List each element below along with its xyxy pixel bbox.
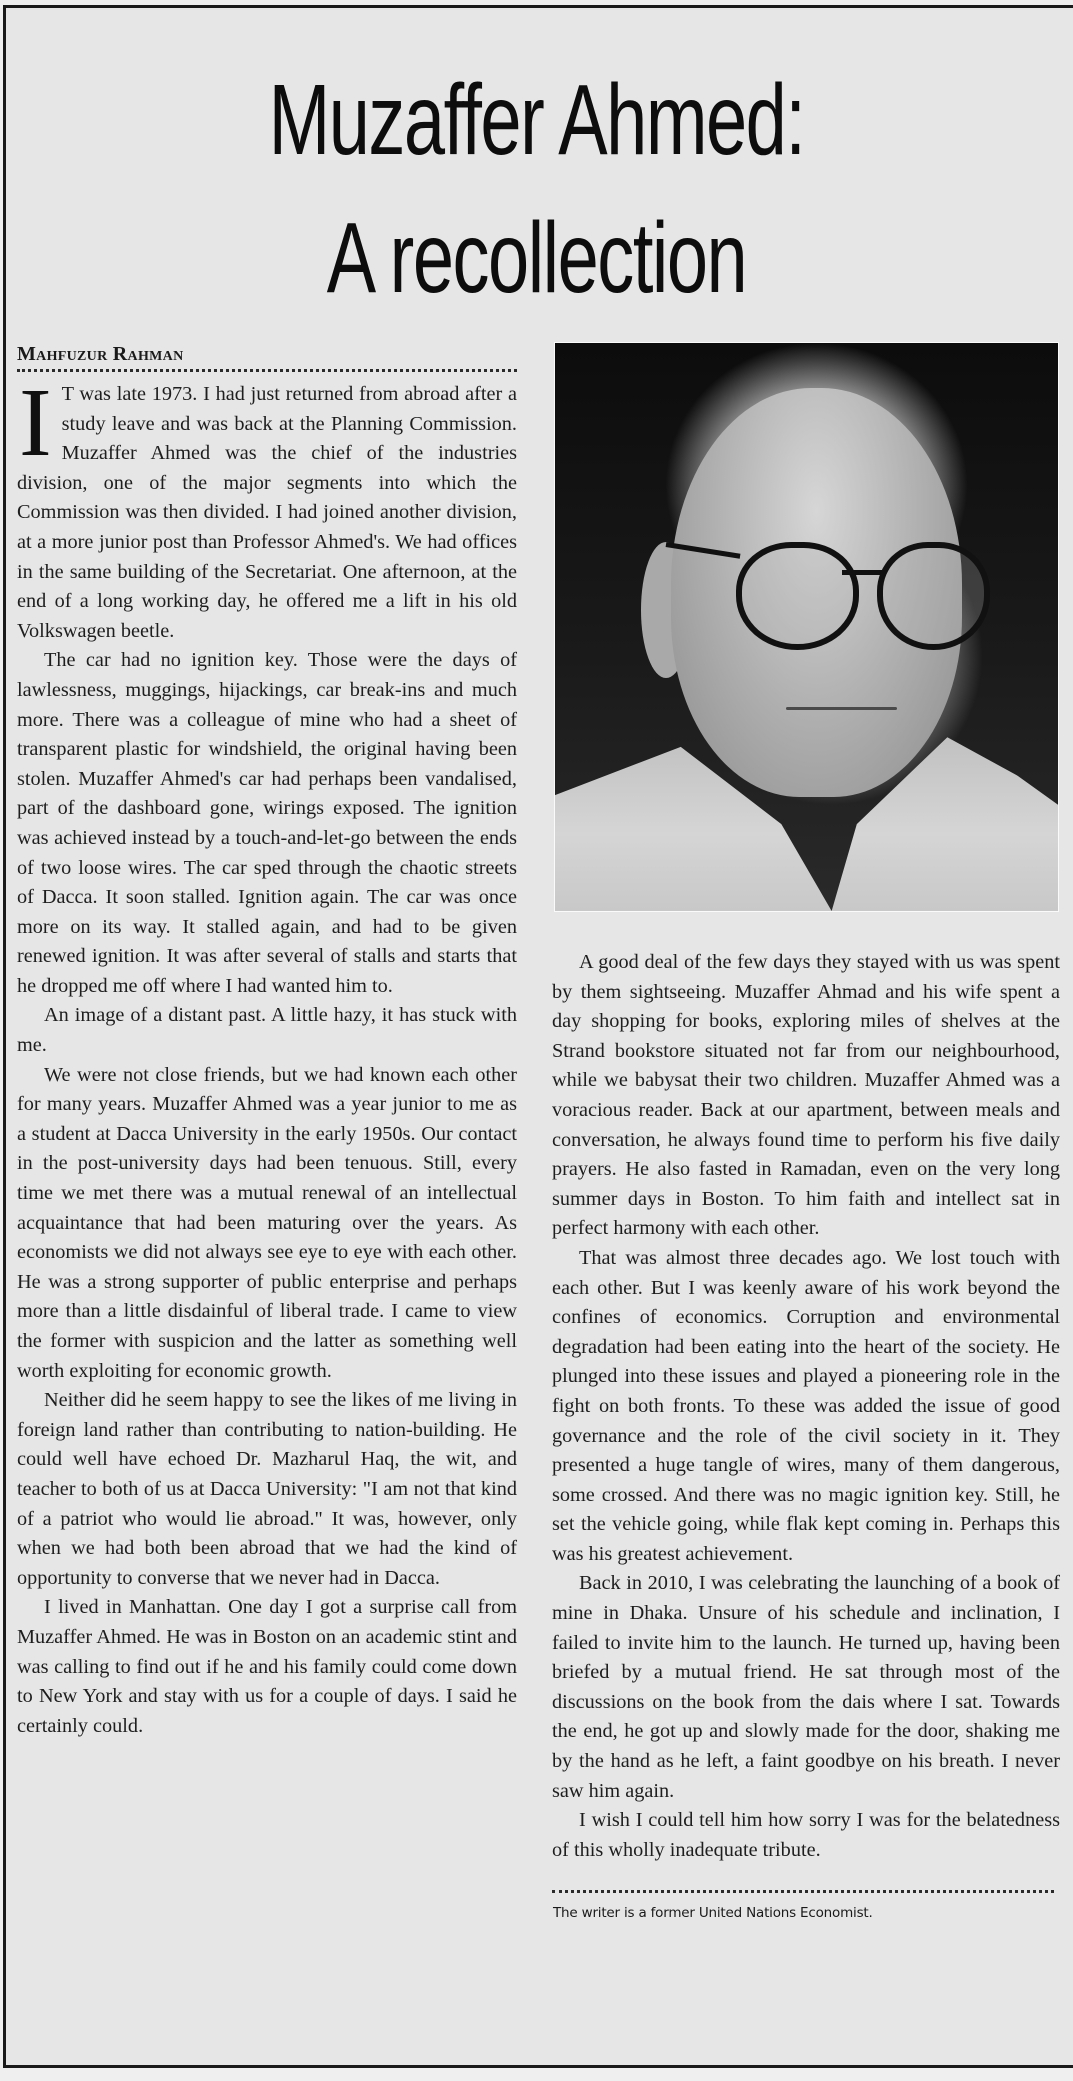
title-line-1: Muzaffer Ahmed: xyxy=(268,64,805,177)
author-byline: Mahfuzur Rahman xyxy=(17,343,184,365)
paragraph-9: Back in 2010, I was celebrating the launching of a book of mine in Dhaka. Unsure of his schedule and inclination, I failed to invite him to the launch. He turned up, having been briefed by a mutual friend. He sat through most of the discussions on the book from the dais where I sat. Towards the end, he got up and slowly made for the door, shaking me by the hand as he left, a faint goodbye on his breath. I never saw him again. xyxy=(552,1572,1060,1802)
right-column xyxy=(552,342,1060,1921)
portrait-photo xyxy=(554,342,1059,912)
paragraph-4: We were not close friends, but we had known each other for many years. Muzaffer Ahmed was a year junior to me as a student at Dacca University in the early 1950s. Our contact in the post-university days had been tenuous. Still, every time we met there was a mutual renewal of an intellectual acquaintance that had been maturing over the years. As economists we did not always see eye to eye with each other. He was a strong supporter of public enterprise and perhaps more than a little disdainful of liberal trade. I came to view the former with suspicion and the latter as something well worth exploiting for economic growth. xyxy=(17,1063,517,1382)
paragraph-10: I wish I could tell him how sorry I was for the belatedness of this wholly inadequate tribute. xyxy=(552,1809,1060,1861)
glasses-left-lens-icon xyxy=(736,542,859,651)
paragraph-5: Neither did he seem happy to see the likes of me living in foreign land rather than contributing to nation-building. He could well have echoed Dr. Mazharul Haq, the wit, and teacher to both of us at Dacca University: "I am not that kind of a patriot who would lie abroad." It was, however, only when we had both been abroad that we had the kind of opportunity to converse that we never had in Dacca. xyxy=(17,1389,517,1589)
article-body-left xyxy=(17,369,517,1741)
paragraph-7: A good deal of the few days they stayed with us was spent by them sightseeing. Muzaffer Ahmad and his wife spent a day shopping for books, exploring miles of shelves at the Strand bookstore situated not far from our neighbourhood, while we babysat their two children. Muzaffer Ahmed was a voracious reader. Back at our apartment, between meals and conversation, he always found time to perform his five daily prayers. He also fasted in Ramadan, even on the very long summer days in Boston. To him faith and intellect sat in perfect harmony with each other. xyxy=(552,951,1060,1240)
article-body-right xyxy=(552,948,1060,1865)
paragraph-1 xyxy=(17,369,517,646)
paragraph-6: I lived in Manhattan. One day I got a surprise call from Muzaffer Ahmed. He was in Boston on an academic stint and was calling to find out if he and his family could come down to New York and stay with us for a couple of days. I said he certainly could. xyxy=(17,1596,517,1737)
byline-dotted-divider xyxy=(17,369,517,372)
paragraph-2: The car had no ignition key. Those were the days of lawlessness, muggings, hijackings, car break-ins and much more. There was a colleague of mine who had a sheet of transparent plastic for windshield, the original having been stolen. Muzaffer Ahmed's car had perhaps been vandalised, part of the dashboard gone, wirings exposed. The ignition was achieved instead by a touch-and-let-go between the ends of two loose wires. The car sped through the chaotic streets of Dacca. It soon stalled. Ignition again. The car was once more on its way. It stalled again, and had to be given renewed ignition. It was after several of stalls and starts that he dropped me off where I had wanted him to. xyxy=(17,649,517,997)
photo-mouth-shape xyxy=(786,707,897,710)
title-line-2: A recollection xyxy=(326,202,747,315)
paragraph-1-text: T was late 1973. I had just returned from abroad after a study leave and was back at the Planning Commission. Muzaffer Ahmed was the chief of the industries division, one of the major segments into which the Commission was then divided. I had joined another division, at a more junior post than Professor Ahmed's. We had offices in the same building of the Secretariat. One afternoon, at the end of a long working day, he offered me a lift in his old Volkswagen beetle. xyxy=(17,383,517,642)
left-column xyxy=(17,343,517,1741)
article-title xyxy=(0,51,1073,327)
paragraph-8: That was almost three decades ago. We lost touch with each other. But I was keenly aware of his work beyond the confines of economics. Corruption and environmental degradation had been eating into the heart of the society. He plunged into these issues and played a pioneering role in the fight on both fronts. To these was added the issue of good governance and the role of the civil society in it. They presented a huge tangle of wires, many of them dangerous, some crossed. And there was no magic ignition key. Still, he set the vehicle going, while flak kept coming in. Perhaps this was his greatest achievement. xyxy=(552,1246,1060,1565)
paragraph-3: An image of a distant past. A little hazy, it has stuck with me. xyxy=(17,1004,517,1057)
glasses-right-lens-icon xyxy=(877,542,990,651)
drop-cap: I xyxy=(19,369,52,477)
author-footnote: The writer is a former United Nations Economist. xyxy=(553,1905,873,1922)
footnote-dotted-divider xyxy=(552,1890,1054,1893)
glasses-bridge-shape xyxy=(842,570,882,575)
